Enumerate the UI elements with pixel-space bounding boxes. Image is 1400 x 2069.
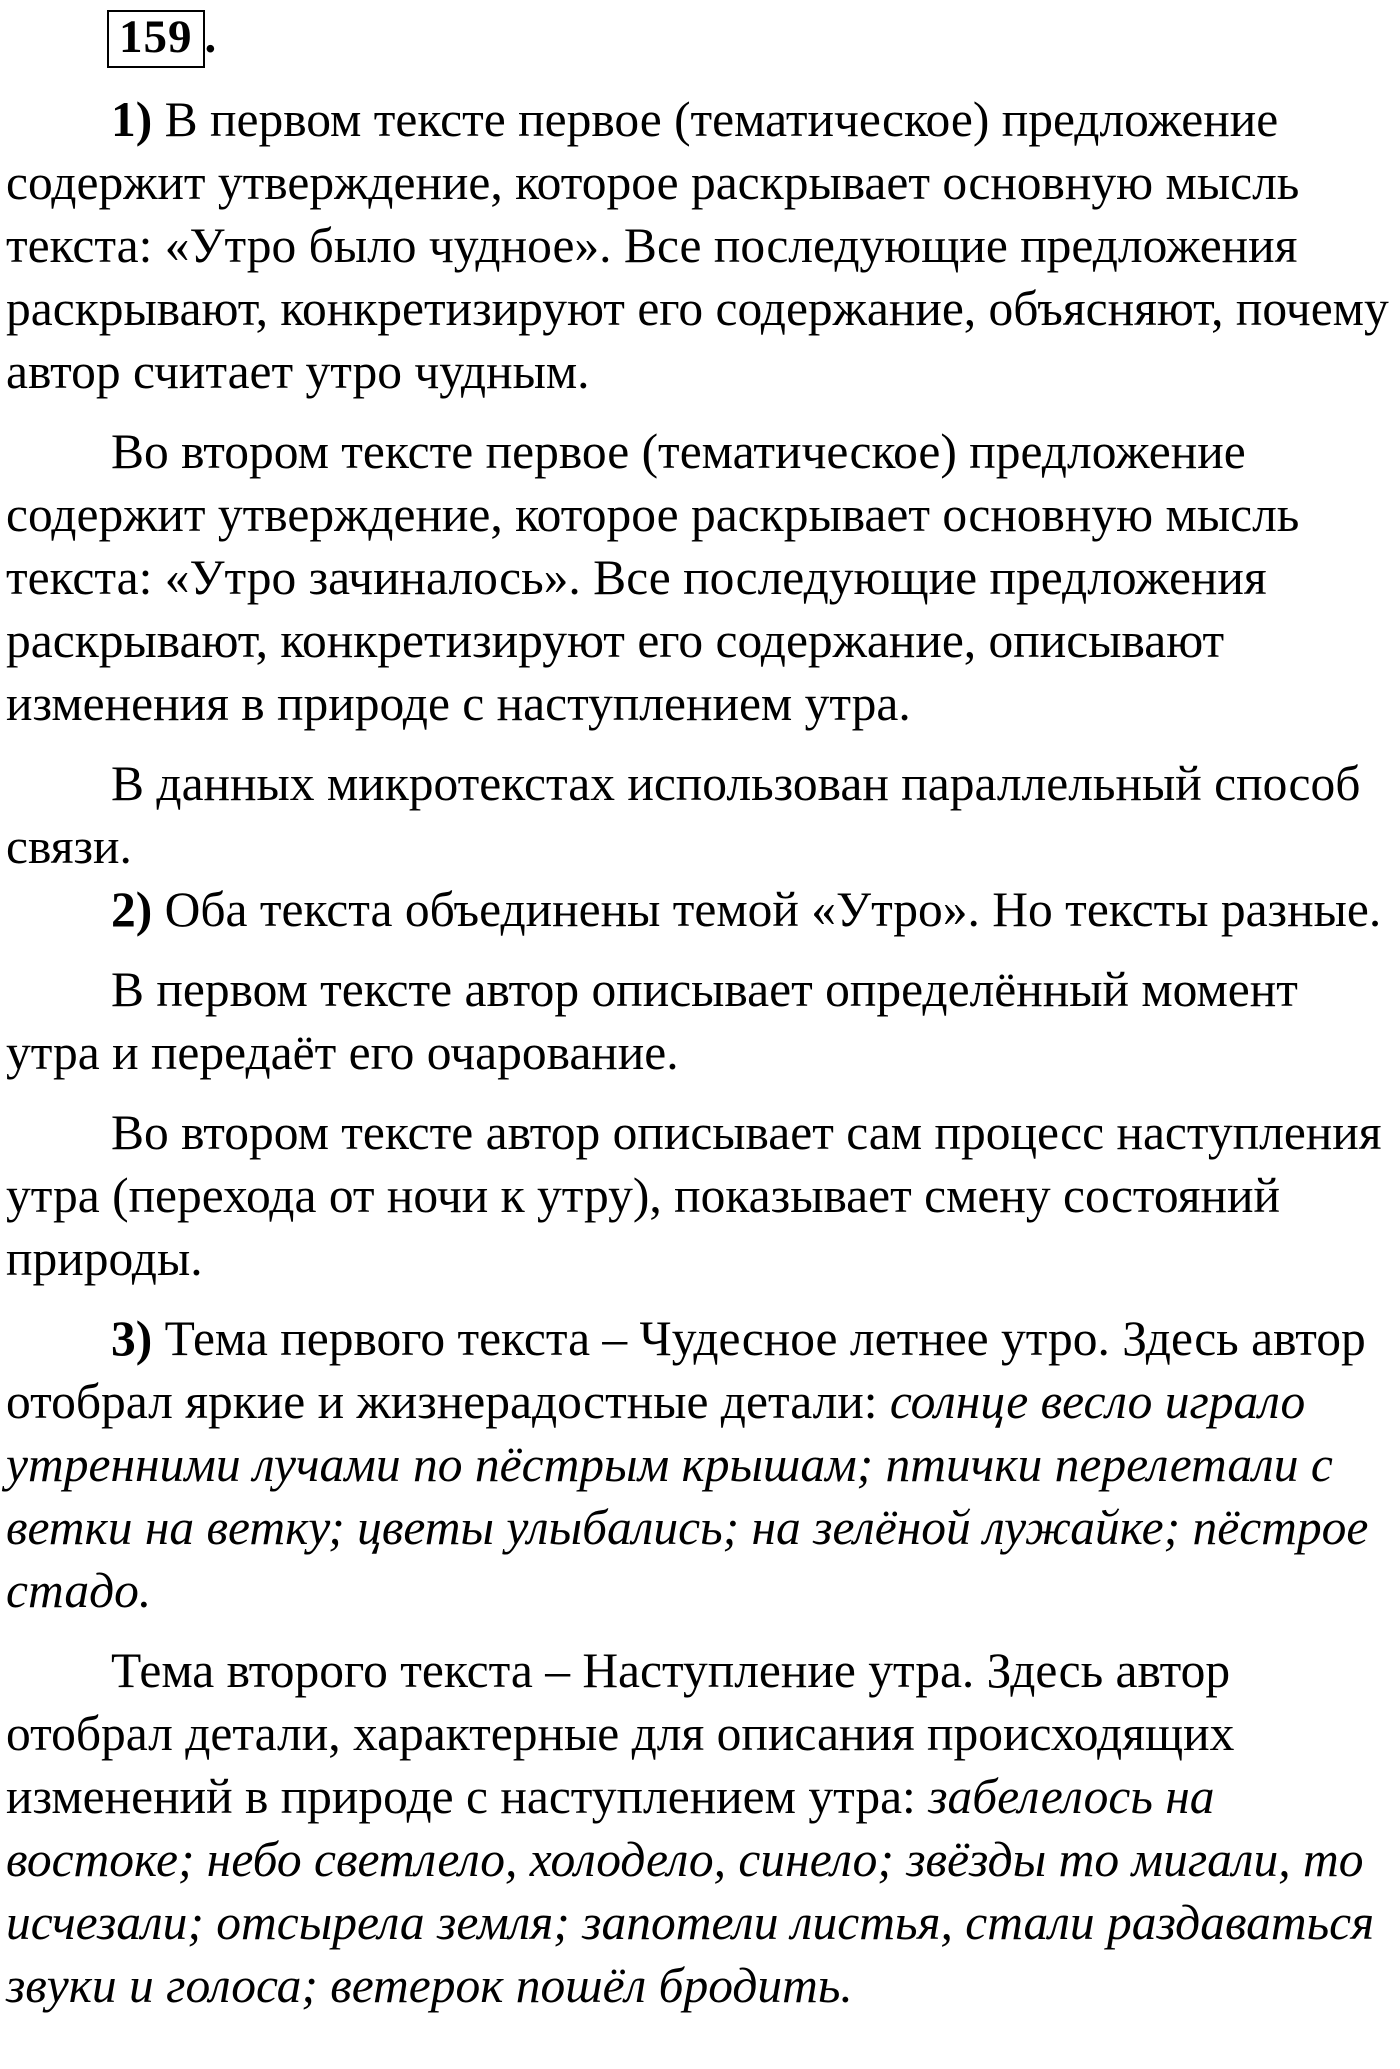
item-marker: 2)	[111, 882, 153, 937]
exercise-number-suffix: .	[204, 11, 217, 63]
exercise-number	[107, 10, 216, 68]
answer-text	[6, 88, 1398, 2017]
paragraph-text: Во втором тексте автор описывает сам процесс наступления утра (перехода от ночи к утру), показывает смену состояний природы.	[6, 1105, 1382, 1286]
paragraph-text: Во втором тексте первое (тематическое) предложение содержит утверждение, которое раскрывает основную мысль текста: «Утро зачиналось». Все последующие предложения раскрывают, конкретизируют его содержание, описывают изменения в природе с наступлением утра.	[6, 424, 1300, 731]
paragraph-4	[6, 878, 1398, 941]
paragraph-text: Оба текста объединены темой «Утро». Но тексты разные.	[152, 882, 1382, 937]
paragraph-3	[6, 752, 1398, 878]
paragraph-2	[6, 420, 1398, 735]
paragraph-text: Тема второго текста – Наступление утра. Здесь автор отобрал детали, характерные для описания происходящих изменений в природе с наступлением утра:	[6, 1643, 1235, 1824]
paragraph-6	[6, 1101, 1398, 1290]
paragraph-text: В данных микротекстах использован параллельный способ связи.	[6, 756, 1361, 874]
item-marker: 1)	[111, 92, 153, 147]
item-marker: 3)	[111, 1311, 153, 1366]
paragraph-5	[6, 958, 1398, 1084]
exercise-number-box	[107, 10, 205, 68]
paragraph-italic-examples: забелелось на востоке; небо светлело, холодело, синело; звёзды то мигали, то исчезали; отсырела земля; запотели листья, стали раздаваться звуки и голоса; ветерок пошёл бродить.	[6, 1769, 1375, 2013]
paragraph-text: В первом тексте автор описывает определённый момент утра и передаёт его очарование.	[6, 962, 1298, 1080]
paragraph-1	[6, 88, 1398, 403]
exercise-number-value: 159	[119, 11, 193, 63]
paragraph-7	[6, 1307, 1398, 1622]
paragraph-text: В первом тексте первое (тематическое) предложение содержит утверждение, которое раскрывает основную мысль текста: «Утро было чудное». Все последующие предложения раскрывают, конкретизируют его содержание, объясняют, почему автор считает утро чудным.	[6, 92, 1389, 399]
paragraph-italic-examples: солнце весло играло утренними лучами по пёстрым крышам; птички перелетали с ветки на ветку; цветы улыбались; на зелёной лужайке; пёстрое стадо.	[6, 1374, 1369, 1618]
paragraph-text: Тема первого текста – Чудесное летнее утро. Здесь автор отобрал яркие и жизнерадостные детали:	[6, 1311, 1366, 1429]
paragraph-8	[6, 1639, 1398, 2017]
